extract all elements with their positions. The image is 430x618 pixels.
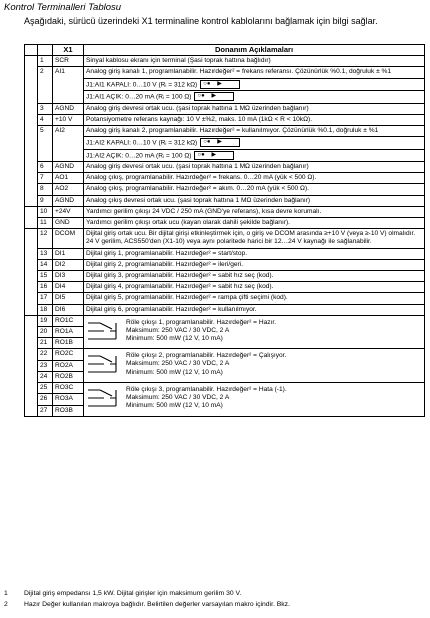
arrow-right-icon: ▶ [211, 93, 217, 100]
table-row [25, 218, 425, 229]
terminal-number: 13 [38, 248, 53, 259]
table-row [25, 67, 425, 78]
relay-row [25, 349, 425, 360]
terminal-table [24, 44, 425, 417]
terminal-number: 8 [38, 184, 53, 195]
relay-description-wrap [86, 317, 422, 345]
table-row [25, 304, 425, 315]
signal-name: +24V [53, 206, 84, 217]
relay-description-wrap [86, 350, 422, 378]
terminal-description: Analog giriş devresi ortak ucu. (şasi toprak hattına 1 MΩ üzerinden bağlanır) [84, 162, 425, 173]
jumper-setting [84, 78, 425, 90]
terminal-description: Analog çıkış devresi ortak ucu. (şasi toprak hattına 1 MΩ üzerinden bağlanır) [84, 195, 425, 206]
terminal-description: Dijital giriş 2, programlanabilir. Hazırdeğer² = ileri/geri. [84, 259, 425, 270]
signal-name: AGND [53, 162, 84, 173]
jumper-pins-icon: ○● [203, 80, 211, 87]
jumper-setting [84, 91, 425, 103]
relay-text-line: Röle çıkışı 3, programlanabilir. Hazırdeğer² = Hata (-1). [126, 385, 287, 393]
relay-contact-icon [86, 317, 122, 345]
terminal-number: 25 [38, 383, 53, 394]
header-blank-1 [25, 45, 38, 56]
relay-text-line: Maksimum: 250 VAC / 30 VDC, 2 A [126, 326, 230, 334]
jumper-label: J1:AI1 KAPALI: 0…10 V (Rᵢ = 312 kΩ) [86, 80, 198, 88]
table-row [25, 229, 425, 248]
terminal-description: Yardımcı gerilim çıkışı 24 VDC / 250 mA (GND'ye referans), kısa devre korumalı. [84, 206, 425, 217]
relay-description [84, 349, 425, 383]
table-row [25, 173, 425, 184]
relay-text-line: Minimum: 500 mW (12 V, 10 mA) [126, 402, 223, 410]
table-header-row [25, 45, 425, 56]
table-row [25, 184, 425, 195]
terminal-description: Dijital giriş 1, programlanabilir. Hazırdeğer² = start/stop. [84, 248, 425, 259]
relay-text-line: Minimum: 500 mW (12 V, 10 mA) [126, 368, 223, 376]
relay-text-line: Maksimum: 250 VAC / 30 VDC, 2 A [126, 393, 230, 401]
jumper-pins-icon: ○● [203, 139, 211, 146]
terminal-description: Analog çıkış, programlanabilir. Hazırdeğer² = frekans. 0…20 mA (yük < 500 Ω). [84, 173, 425, 184]
relay-description-wrap [86, 384, 422, 412]
footnotes [4, 588, 426, 610]
terminal-number: 18 [38, 304, 53, 315]
header-blank-2 [38, 45, 53, 56]
terminal-description: Analog giriş kanalı 1, programlanabilir. Hazırdeğer² = frekans referansı. Çözünürlük %0.1, doğruluk ± %1 [84, 67, 425, 78]
jumper-row [25, 137, 425, 149]
terminal-number: 10 [38, 206, 53, 217]
table-row [25, 114, 425, 125]
signal-name: RO3A [53, 394, 84, 405]
intro-text: Aşağıdaki, sürücü üzerindeki X1 terminaline kontrol kablolarını bağlamak için bilgi sağlar. [24, 16, 378, 26]
page-title: Kontrol Terminalleri Tablosu [4, 2, 122, 13]
signal-name: AGND [53, 195, 84, 206]
signal-name: RO2A [53, 360, 84, 371]
terminal-number: 15 [38, 271, 53, 282]
group-label-digital-cell [25, 229, 38, 316]
signal-name: RO1A [53, 327, 84, 338]
terminal-number: 2 [38, 67, 53, 103]
jumper-icon [200, 138, 240, 147]
signal-name: AI1 [53, 67, 84, 103]
table-row [25, 293, 425, 304]
terminal-number: 24 [38, 371, 53, 382]
signal-name: RO3C [53, 383, 84, 394]
relay-contact-icon [86, 350, 122, 378]
jumper-label: J1:AI2 KAPALI: 0…10 V (Rᵢ = 312 kΩ) [86, 139, 198, 147]
footnote-1 [4, 588, 426, 599]
signal-name: AO1 [53, 173, 84, 184]
group-label-relay-cell [25, 315, 38, 416]
terminal-description: Analog giriş devresi ortak ucu. (şasi toprak hattına 1 MΩ üzerinden bağlanır) [84, 103, 425, 114]
table-row [25, 259, 425, 270]
terminal-number: 19 [38, 315, 53, 326]
arrow-right-icon: ▶ [217, 139, 222, 146]
relay-text-line: Maksimum: 250 VAC / 30 VDC, 2 A [126, 360, 230, 368]
jumper-pins-icon: ○● [197, 151, 205, 158]
table-row [25, 248, 425, 259]
terminal-description: Analog çıkış, programlanabilir. Hazırdeğer² = akım. 0…20 mA (yük < 500 Ω). [84, 184, 425, 195]
terminal-number: 11 [38, 218, 53, 229]
signal-name: DI1 [53, 248, 84, 259]
signal-name: RO3B [53, 405, 84, 416]
relay-row [25, 315, 425, 326]
signal-name: AO2 [53, 184, 84, 195]
terminal-description: Yardımcı gerilim çıkışı ortak ucu (kayan olarak dahili şekilde bağlanır). [84, 218, 425, 229]
signal-name: DI5 [53, 293, 84, 304]
signal-name: AI2 [53, 125, 84, 161]
terminal-description: Dijital giriş 3, programlanabilir. Hazırdeğer² = sabit hız seç (kod). [84, 271, 425, 282]
terminal-description: Dijital giriş 4, programlanabilir. Hazırdeğer² = sabit hız seç (kod). [84, 282, 425, 293]
terminal-number: 27 [38, 405, 53, 416]
terminal-number: 9 [38, 195, 53, 206]
terminal-number: 16 [38, 282, 53, 293]
terminal-number: 1 [38, 56, 53, 67]
table-row [25, 195, 425, 206]
footnote-mark: 2 [4, 601, 8, 608]
jumper-icon [194, 92, 234, 101]
jumper-label: J1:AI2 AÇIK: 0…20 mA (Rᵢ = 100 Ω) [86, 151, 192, 159]
jumper-label: J1:AI1 AÇIK: 0…20 mA (Rᵢ = 100 Ω) [86, 93, 192, 101]
terminal-number: 26 [38, 394, 53, 405]
terminal-description: Dijital giriş 6, programlanabilir. Hazırdeğer² = kullanılmıyor. [84, 304, 425, 315]
signal-name: +10 V [53, 114, 84, 125]
jumper-row [25, 78, 425, 90]
relay-text-line: Minimum: 500 mW (12 V, 10 mA) [126, 334, 223, 342]
terminal-description: Dijital giriş 5, programlanabilir. Hazırdeğer² = rampa çifti seçimi (kod). [84, 293, 425, 304]
terminal-number: 12 [38, 229, 53, 248]
jumper-setting [84, 149, 425, 161]
footnote-text: Dijital giriş empedansı 1,5 kW. Dijital girişler için maksimum gerilim 30 V. [24, 590, 242, 597]
signal-name: DI4 [53, 282, 84, 293]
terminal-description: Analog giriş kanalı 2, programlanabilir. Hazırdeğer² = kullanılmıyor. Çözünürlük %0.1, doğruluk ± %1 [84, 125, 425, 136]
terminal-number: 22 [38, 349, 53, 360]
signal-name: RO2B [53, 371, 84, 382]
terminal-description: Potansiyometre referans kaynağı: 10 V ±%2, maks. 10 mA (1kΩ < R < 10kΩ). [84, 114, 425, 125]
terminal-description: Sinyal kablosu ekranı için terminal (Şasi toprak hattına bağlıdır) [84, 56, 425, 67]
arrow-right-icon: ▶ [217, 80, 222, 87]
footnote-text: Hazır Değer kullanılan makroya bağlıdır. Belirtilen değerler varsayılan makro içindir. Bkz. [24, 601, 290, 608]
signal-name: GND [53, 218, 84, 229]
table-row [25, 206, 425, 217]
jumper-icon [194, 151, 234, 160]
terminal-description: Dijital giriş ortak ucu. Bir dijital girişi etkinleştirmek için, o giriş ve DCOM arasında ≥+10 V (veya ≥-10 V) olmalıdır. 24 V gerilim, ACS550'den (X1-10) veya aynı polaritede harici bir 12…24 V kaynağı ile sağlanabilir. [84, 229, 425, 248]
header-x1: X1 [53, 45, 84, 56]
footnote-2 [4, 599, 426, 610]
terminal-number: 17 [38, 293, 53, 304]
relay-text [122, 319, 276, 344]
relay-text [122, 386, 287, 411]
table-row [25, 282, 425, 293]
table-row [25, 103, 425, 114]
table-row [25, 271, 425, 282]
table-row [25, 56, 425, 67]
jumper-pins-icon: ○● [197, 93, 205, 100]
header-description: Donanım Açıklamaları [84, 45, 425, 56]
signal-name: DI6 [53, 304, 84, 315]
jumper-setting [84, 137, 425, 149]
relay-text-line: Röle çıkışı 1, programlanabilir. Hazırdeğer² = Hazır. [126, 318, 277, 326]
relay-description [84, 383, 425, 417]
footnote-mark: 1 [4, 590, 8, 597]
terminal-number: 14 [38, 259, 53, 270]
signal-name: SCR [53, 56, 84, 67]
terminal-number: 21 [38, 338, 53, 349]
terminal-number: 5 [38, 125, 53, 161]
signal-name: DI3 [53, 271, 84, 282]
relay-text [122, 352, 286, 377]
signal-name: DCOM [53, 229, 84, 248]
signal-name: AGND [53, 103, 84, 114]
jumper-icon [200, 80, 240, 89]
relay-contact-icon [86, 384, 122, 412]
group-label-analog-cell [25, 56, 38, 207]
terminal-number: 23 [38, 360, 53, 371]
terminal-number: 6 [38, 162, 53, 173]
terminal-number: 20 [38, 327, 53, 338]
terminal-number: 3 [38, 103, 53, 114]
relay-text-line: Röle çıkışı 2, programlanabilir. Hazırdeğer² = Çalışıyor. [126, 352, 287, 360]
signal-name: RO2C [53, 349, 84, 360]
signal-name: RO1C [53, 315, 84, 326]
terminal-number: 7 [38, 173, 53, 184]
jumper-row [25, 149, 425, 161]
jumper-row [25, 91, 425, 103]
arrow-right-icon: ▶ [211, 151, 217, 158]
signal-name: RO1B [53, 338, 84, 349]
group-blank-cell [25, 206, 38, 228]
relay-description [84, 315, 425, 349]
table-row [25, 162, 425, 173]
signal-name: DI2 [53, 259, 84, 270]
table-row [25, 125, 425, 136]
terminal-number: 4 [38, 114, 53, 125]
relay-row [25, 383, 425, 394]
